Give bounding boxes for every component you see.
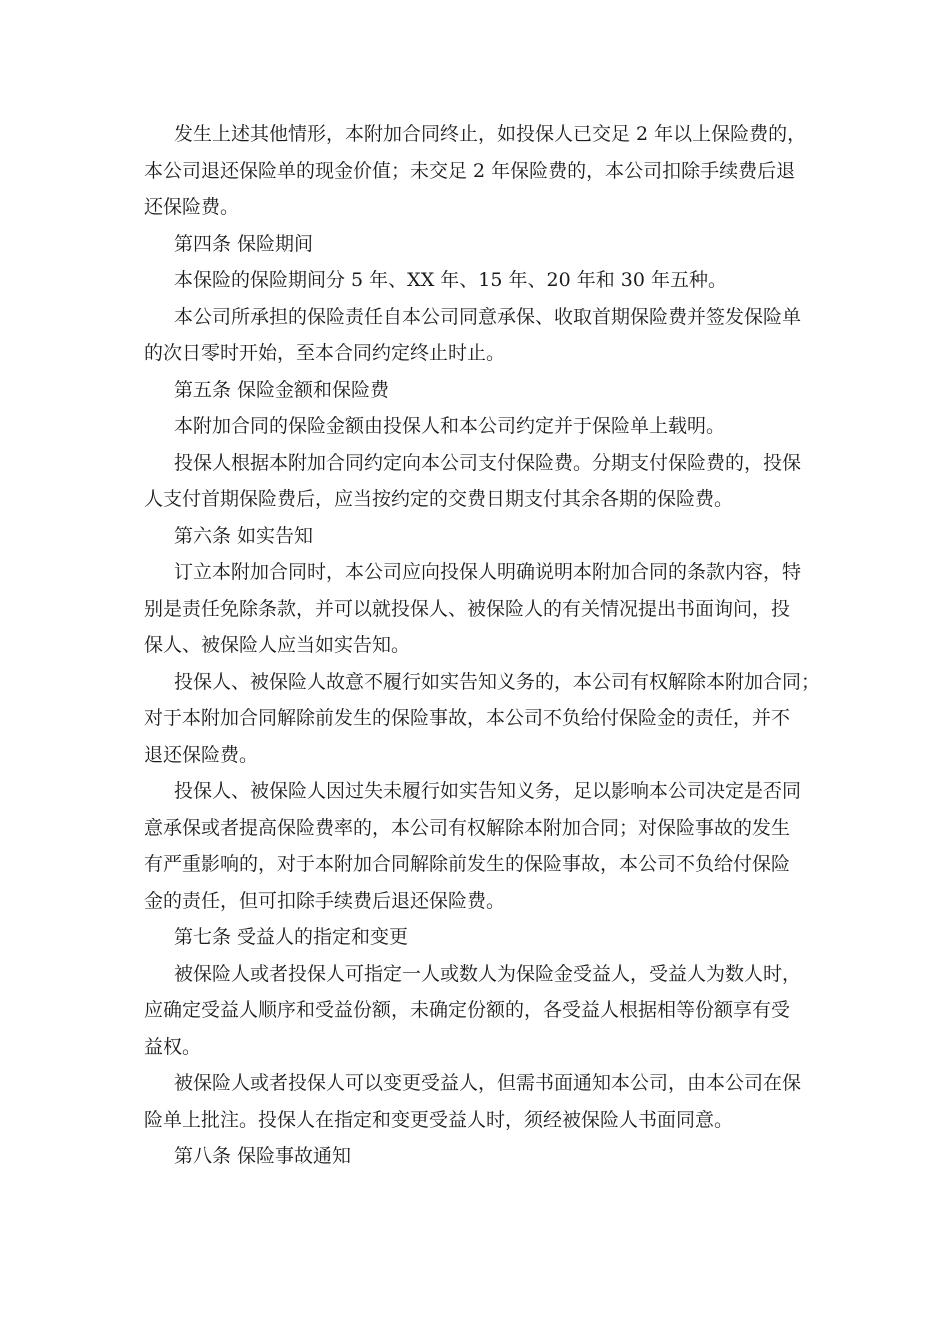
text-line: 投保人根据本附加合同约定向本公司支付保险费。分期支付保险费的，投保: [174, 451, 802, 474]
text-line: 人支付首期保险费后，应当按约定的交费日期支付其余各期的保险费。: [144, 488, 734, 510]
text-line: 别是责任免除条款，并可以就投保人、被保险人的有关情况提出书面询问，投: [144, 597, 791, 620]
text-line: 本保险的保险期间分 5 年、XX 年、15 年、20 年和 30 年五种。: [174, 269, 727, 291]
text-line: 本公司退还保险单的现金价值；未交足 2 年保险费的，本公司扣除手续费后退: [144, 159, 796, 182]
text-line: 的次日零时开始，至本合同约定终止时止。: [144, 342, 506, 364]
text-line: 本公司所承担的保险责任自本公司同意承保、收取首期保险费并签发保险单: [174, 305, 802, 328]
text-line: 第五条 保险金额和保险费: [174, 378, 390, 401]
document-page: [144, 116, 821, 1175]
text-line: 退还保险费。: [144, 743, 259, 766]
text-line: 第八条 保险事故通知: [174, 1145, 352, 1167]
text-line: 投保人、被保险人故意不履行如实告知义务的，本公司有权解除本附加合同；: [174, 670, 821, 693]
text-line: 意承保或者提高保险费率的，本公司有权解除本附加合同；对保险事故的发生: [144, 816, 791, 839]
text-line: 应确定受益人顺序和受益份额，未确定份额的，各受益人根据相等份额享有受: [144, 999, 791, 1021]
text-line: 有严重影响的，对于本附加合同解除前发生的保险事故，本公司不负给付保险: [144, 853, 791, 875]
text-line: 险单上批注。投保人在指定和变更受益人时，须经被保险人书面同意。: [144, 1108, 734, 1131]
text-line: 投保人、被保险人因过失未履行如实告知义务，足以影响本公司决定是否同: [174, 780, 802, 802]
text-line: 被保险人或者投保人可以变更受益人，但需书面通知本公司，由本公司在保: [174, 1072, 802, 1094]
text-line: 金的责任，但可扣除手续费后退还保险费。: [144, 889, 506, 912]
text-line: 订立本附加合同时，本公司应向投保人明确说明本附加合同的条款内容，特: [174, 561, 802, 583]
text-line: 被保险人或者投保人可指定一人或数人为保险金受益人，受益人为数人时，: [174, 962, 802, 985]
text-line: 还保险费。: [144, 196, 240, 218]
text-line: 对于本附加合同解除前发生的保险事故，本公司不负给付保险金的责任，并不: [144, 707, 791, 729]
text-line: 益权。: [144, 1035, 202, 1058]
text-line: 本附加合同的保险金额由投保人和本公司约定并于保险单上载明。: [174, 415, 726, 437]
text-line: 第七条 受益人的指定和变更: [174, 926, 409, 948]
text-line: 第四条 保险期间: [174, 232, 314, 255]
text-line: 第六条 如实告知: [174, 524, 314, 547]
text-line: 保人、被保险人应当如实告知。: [144, 634, 411, 656]
text-line: 发生上述其他情形，本附加合同终止，如投保人已交足 2 年以上保险费的，: [174, 123, 807, 145]
